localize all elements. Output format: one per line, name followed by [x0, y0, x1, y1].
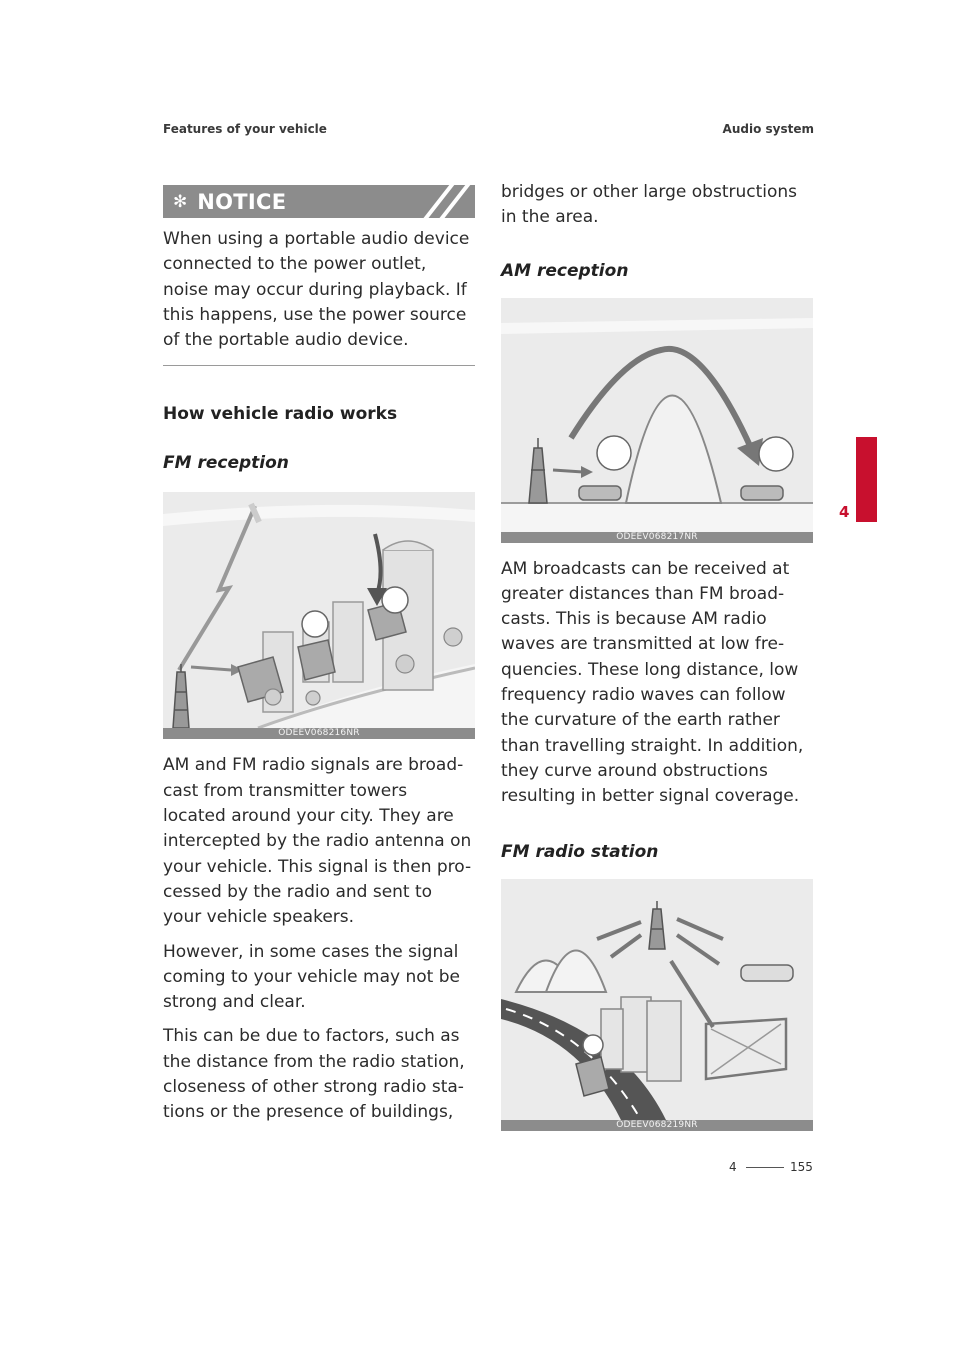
am-reception-illustration	[501, 298, 813, 532]
notice-text: When using a portable audio device connected to the power outlet, noise may occur during playback. If this happens, use the power source of the portable audio device.	[163, 229, 470, 351]
continued-paragraph: bridges or other large obstructions in the area.	[501, 182, 798, 228]
footer-divider	[746, 1167, 784, 1168]
running-header-section: Features of your vehicle	[163, 122, 327, 136]
notice-star-icon: ✻	[173, 191, 188, 212]
footer-page-number: 155	[790, 1160, 813, 1174]
footer-chapter-number: 4	[729, 1160, 737, 1174]
chapter-side-number: 4	[839, 503, 850, 521]
fm-station-illustration	[501, 879, 813, 1120]
figure-code: ODEEV068219NR	[501, 1120, 813, 1131]
am-reception-title: AM reception	[501, 260, 629, 281]
fm-station-title: FM radio station	[501, 841, 659, 862]
am-reception-figure	[501, 298, 813, 543]
fm-reception-paragraph-1: AM and FM radio signals are broad-cast from transmitter towers located around your city. They are intercepted by the radio antenna on your vehicle. This signal is then pro-cessed by the radio and sent to your vehicle speakers.	[163, 755, 472, 928]
fm-reception-paragraph-2: However, in some cases the signal coming to your vehicle may not be strong and clear.	[163, 941, 460, 1013]
fm-reception-illustration	[163, 492, 475, 728]
notice-label: NOTICE	[197, 189, 287, 214]
fm-reception-paragraph-3: This can be due to factors, such as the distance from the radio station, closeness of other strong radio sta-tions or the presence of buildings,	[163, 1026, 465, 1123]
left-column	[163, 185, 475, 1126]
fm-reception-title: FM reception	[163, 453, 289, 474]
figure-code: ODEEV068216NR	[163, 728, 475, 739]
chapter-side-tab	[856, 437, 877, 522]
am-reception-text: AM broadcasts can be received at greater distances than FM broad-casts. This is because AM radio waves are transmitted at low fre-quencies. These long distance, low frequency radio waves can follow the curvature of the earth rather than travelling straight. In addition, they curve around obstructions resulting in better signal coverage.	[501, 558, 804, 807]
right-column	[501, 180, 813, 1131]
fm-reception-figure	[163, 492, 475, 739]
running-header-topic: Audio system	[722, 122, 814, 136]
fm-station-figure	[501, 879, 813, 1131]
notice-banner	[163, 185, 475, 218]
figure-code: ODEEV068217NR	[501, 532, 813, 543]
notice-divider	[163, 365, 475, 366]
section-title: How vehicle radio works	[163, 404, 398, 425]
